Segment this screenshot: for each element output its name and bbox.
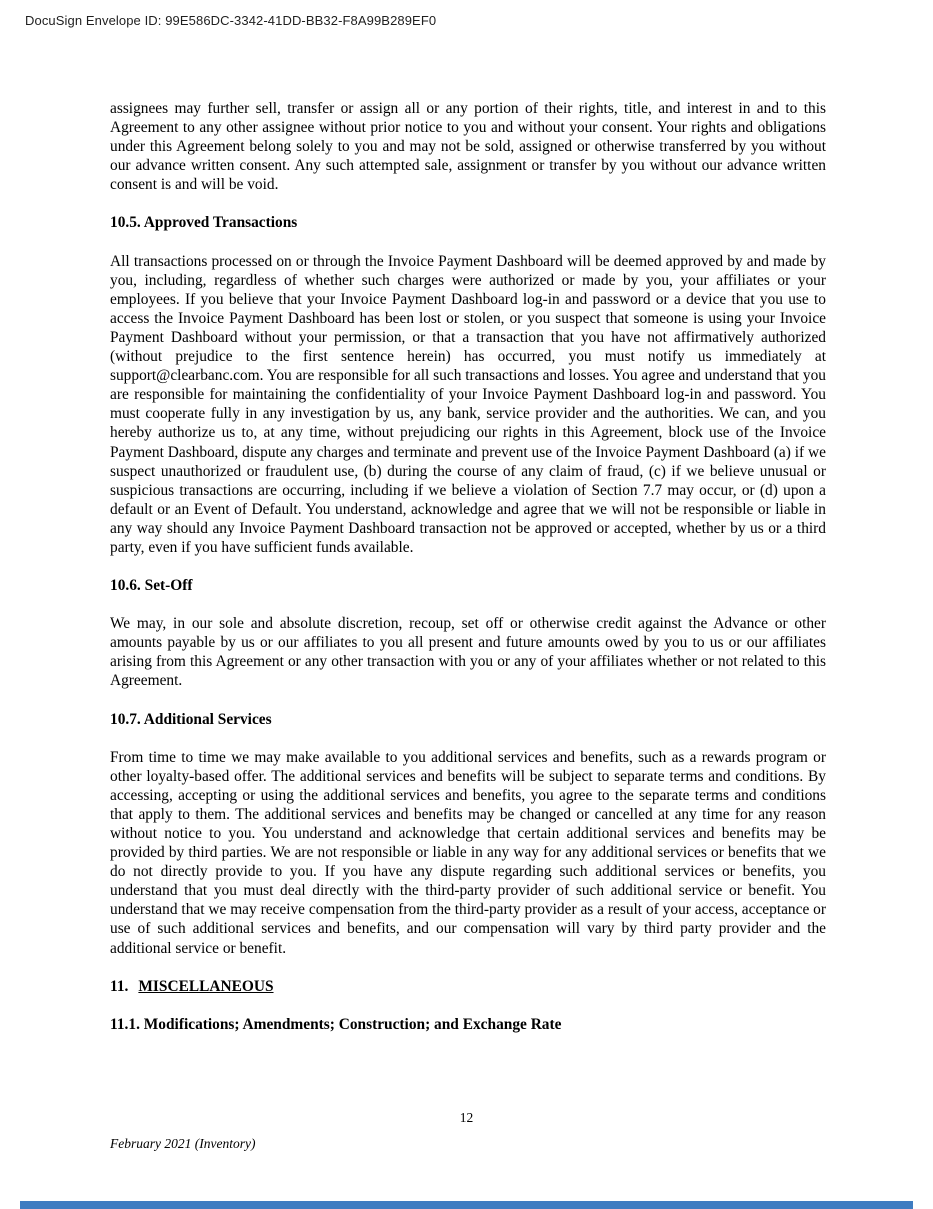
- docusign-envelope-id-label: DocuSign Envelope ID: 99E586DC-3342-41DD-BB32-F8A99B289EF0: [25, 13, 437, 28]
- paragraph: All transactions processed on or through the Invoice Payment Dashboard will be deemed approved by and made by you, including, regardless of whether such charges were authorized or made by you, your affiliates or your employees. If you believe that your Invoice Payment Dashboard log-in and password or a device that you use to access the Invoice Payment Dashboard has been lost or stolen, or you suspect that someone is using your Invoice Payment Dashboard without your permission, or that a transaction that you have not affirmatively authorized (without prejudice to the first sentence herein) has occurred, you must notify us immediately at support@clearbanc.com. You are responsible for all such transactions and losses. You agree and understand that you are responsible for maintaining the confidentiality of your Invoice Payment Dashboard log-in and password. You must cooperate fully in any investigation by us, any bank, service provider and the authorities. We can, and you hereby authorize us to, at any time, without prejudicing our rights in this Agreement, block use of the Invoice Payment Dashboard, dispute any charges and terminate and prevent use of the Invoice Payment Dashboard (a) if we suspect unauthorized or fraudulent use, (b) during the course of any claim of fraud, (c) if we believe unusual or suspicious transactions are occurring, including if we believe a violation of Section 7.7 may occur, or (d) upon a default or an Event of Default. You understand, acknowledge and agree that we will not be responsible or liable in any way should any Invoice Payment Dashboard transaction not be approved or accepted, whether by us or a third party, even if you have sufficient funds available.: [110, 252, 826, 556]
- article-number: 11.: [110, 977, 129, 995]
- page-number: 12: [459, 1110, 474, 1125]
- article-heading: [110, 977, 826, 996]
- paragraph: We may, in our sole and absolute discretion, recoup, set off or otherwise credit against the Advance or other amounts payable by us or our affiliates to you all present and future amounts owed by you to us or our affiliates arising from this Agreement or any other transaction with you or any of your affiliates whether or not related to this Agreement.: [110, 615, 826, 690]
- document-body: [110, 99, 826, 1053]
- section-heading: 10.7. Additional Services: [110, 710, 272, 728]
- section-heading: 10.5. Approved Transactions: [110, 214, 298, 232]
- article-title: MISCELLANEOUS: [138, 977, 274, 995]
- bottom-accent-bar: [20, 1201, 913, 1209]
- paragraph: From time to time we may make available to you additional services and benefits, such as a rewards program or other loyalty-based offer. The additional services and benefits will be subject to separate terms and conditions. By accessing, accepting or using the additional services and benefits, you agree to the separate terms and conditions that apply to them. The additional services and benefits may be changed or cancelled at any time for any reason without notice to you. You understand and acknowledge that certain additional services and benefits may be provided by third parties. We are not responsible or liable in any way for any additional services or benefits that we do not directly provide to you. If you have any dispute regarding such additional services or benefits, you understand that you must deal directly with the third-party provider of such additional service or benefit. You understand that we may receive compensation from the third-party provider as a result of your access, acceptance or use of such additional services and benefits, and our compensation will vary by third party provider and the additional service or benefit.: [110, 748, 826, 957]
- footer-note: February 2021 (Inventory): [110, 1136, 256, 1151]
- paragraph: assignees may further sell, transfer or assign all or any portion of their rights, title, and interest in and to this Agreement to any other assignee without prior notice to you and without your consent. Your rights and obligations under this Agreement belong solely to you and may not be sold, assigned or otherwise transferred by you without our advance written consent. Any such attempted sale, assignment or transfer by you without our advance written consent is and will be void.: [110, 100, 826, 194]
- section-heading: 11.1. Modifications; Amendments; Construction; and Exchange Rate: [110, 1015, 562, 1033]
- section-heading: 10.6. Set-Off: [110, 577, 193, 595]
